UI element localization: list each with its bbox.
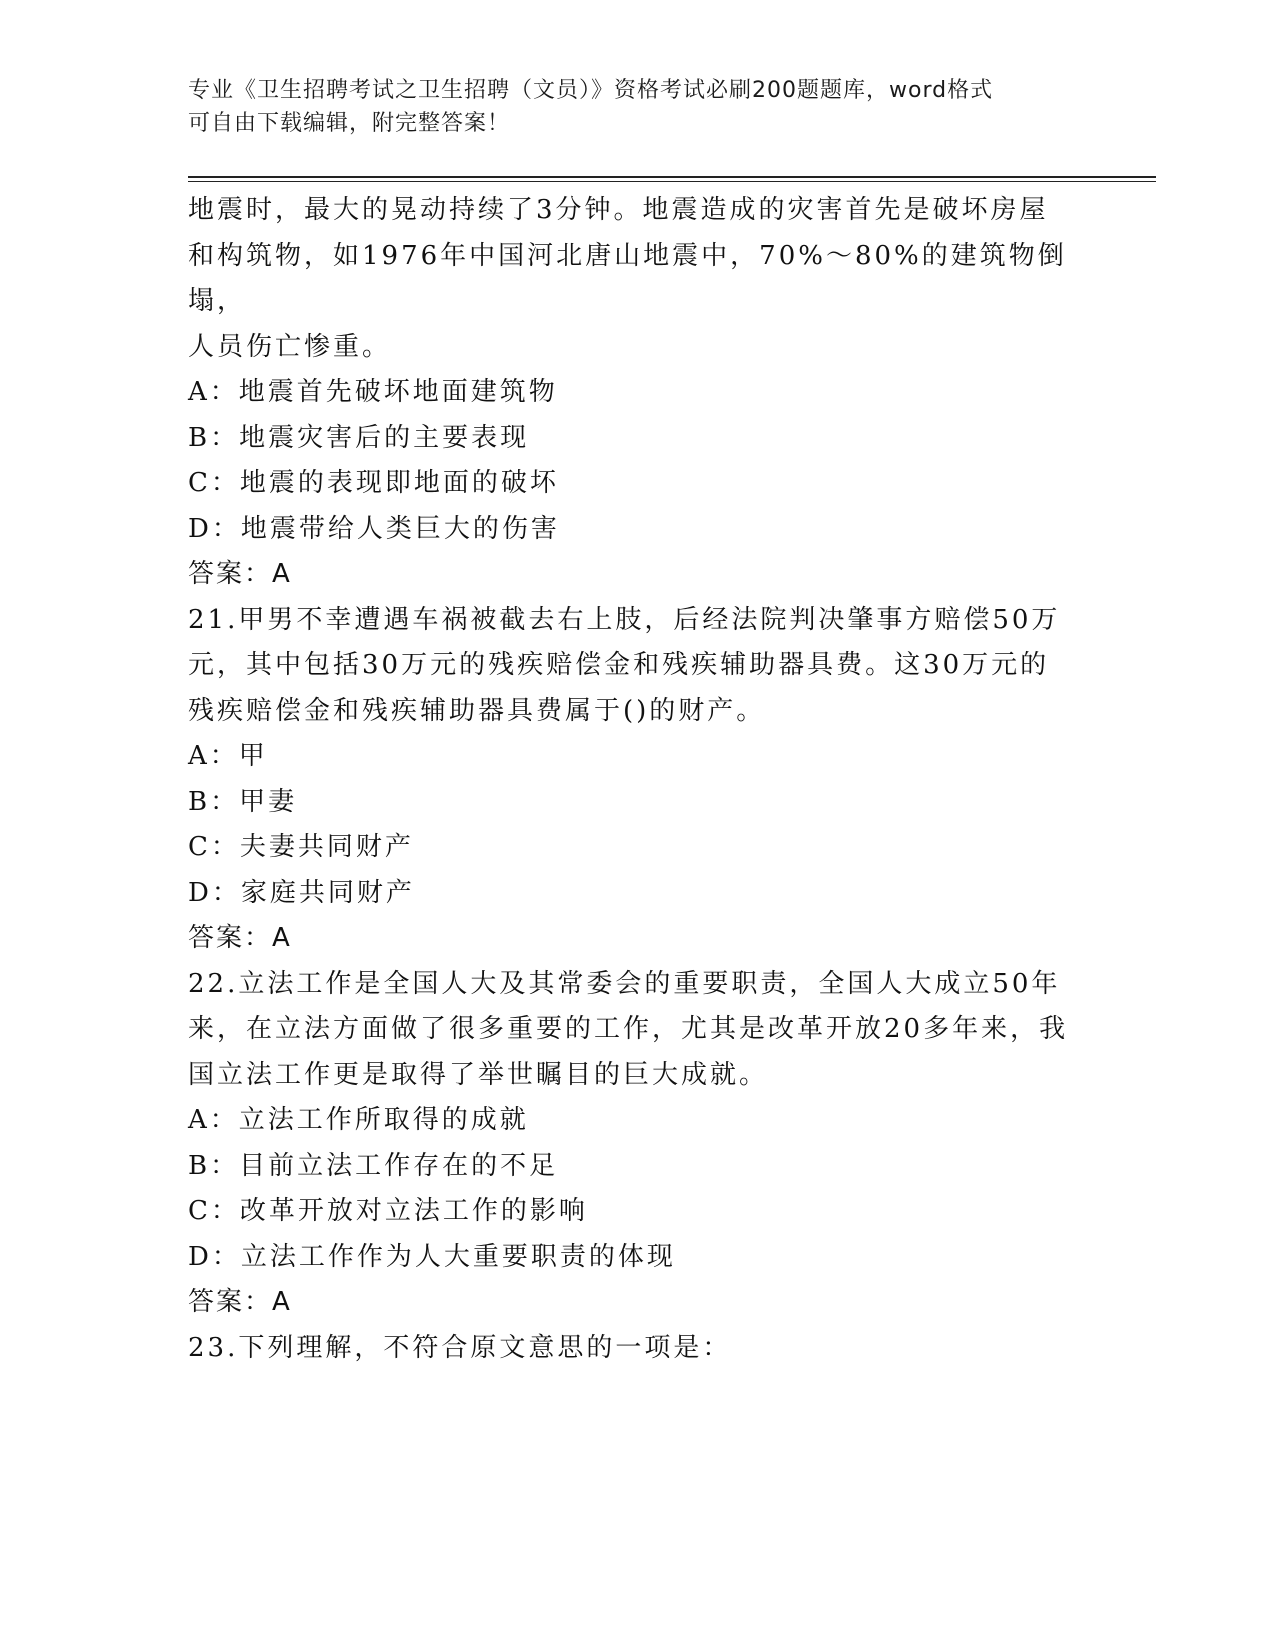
question-text-line: 22.立法工作是全国人大及其常委会的重要职责，全国人大成立50年 [188, 968, 1061, 999]
question-text-line: 和构筑物，如1976年中国河北唐山地震中，70%～80%的建筑物倒塌， [188, 240, 1067, 316]
option-c: C：地震的表现即地面的破坏 [188, 468, 559, 498]
option-d: D：立法工作作为人大重要职责的体现 [188, 1241, 676, 1272]
header-line-1: 专业《卫生招聘考试之卫生招聘（文员）》资格考试必刷200题题库，word格式 [188, 78, 994, 103]
question-text-line: 元，其中包括30万元的残疾赔偿金和残疾辅助器具费。这30万元的 [188, 650, 1050, 680]
question-text-line: 人员伤亡惨重。 [188, 331, 392, 362]
question-continued [188, 188, 1088, 598]
option-b: B：目前立法工作存在的不足 [188, 1150, 559, 1181]
question-text-line: 23.下列理解，不符合原文意思的一项是： [188, 1332, 732, 1363]
option-b: B：地震灾害后的主要表现 [188, 422, 530, 453]
question-text-line: 21.甲男不幸遭遇车祸被截去右上肢，后经法院判决肇事方赔偿50万 [188, 604, 1061, 635]
option-b: B：甲妻 [188, 786, 298, 817]
option-a: A：甲 [188, 741, 268, 771]
option-a: A：立法工作所取得的成就 [188, 1105, 529, 1135]
option-d: D：地震带给人类巨大的伤害 [188, 513, 560, 544]
option-c: C：夫妻共同财产 [188, 832, 414, 862]
document-body [188, 188, 1088, 1371]
option-d: D：家庭共同财产 [188, 877, 415, 908]
answer-label: 答案：A [188, 923, 292, 953]
answer-label: 答案：A [188, 559, 292, 589]
question-23 [188, 1326, 1088, 1372]
header-divider [188, 176, 1156, 182]
answer-label: 答案：A [188, 1287, 292, 1317]
option-a: A：地震首先破坏地面建筑物 [188, 377, 558, 407]
header-line-2: 可自由下载编辑，附完整答案！ [188, 111, 511, 136]
question-21 [188, 598, 1088, 962]
question-text-line: 地震时，最大的晃动持续了3分钟。地震造成的灾害首先是破坏房屋 [188, 195, 1049, 225]
page-header [188, 74, 1068, 140]
option-c: C：改革开放对立法工作的影响 [188, 1196, 588, 1226]
question-text-line: 国立法工作更是取得了举世瞩目的巨大成就。 [188, 1059, 769, 1090]
question-text-line: 来，在立法方面做了很多重要的工作，尤其是改革开放20多年来，我 [188, 1014, 1069, 1044]
question-22 [188, 962, 1088, 1326]
question-text-line: 残疾赔偿金和残疾辅助器具费属于()的财产。 [188, 695, 766, 726]
